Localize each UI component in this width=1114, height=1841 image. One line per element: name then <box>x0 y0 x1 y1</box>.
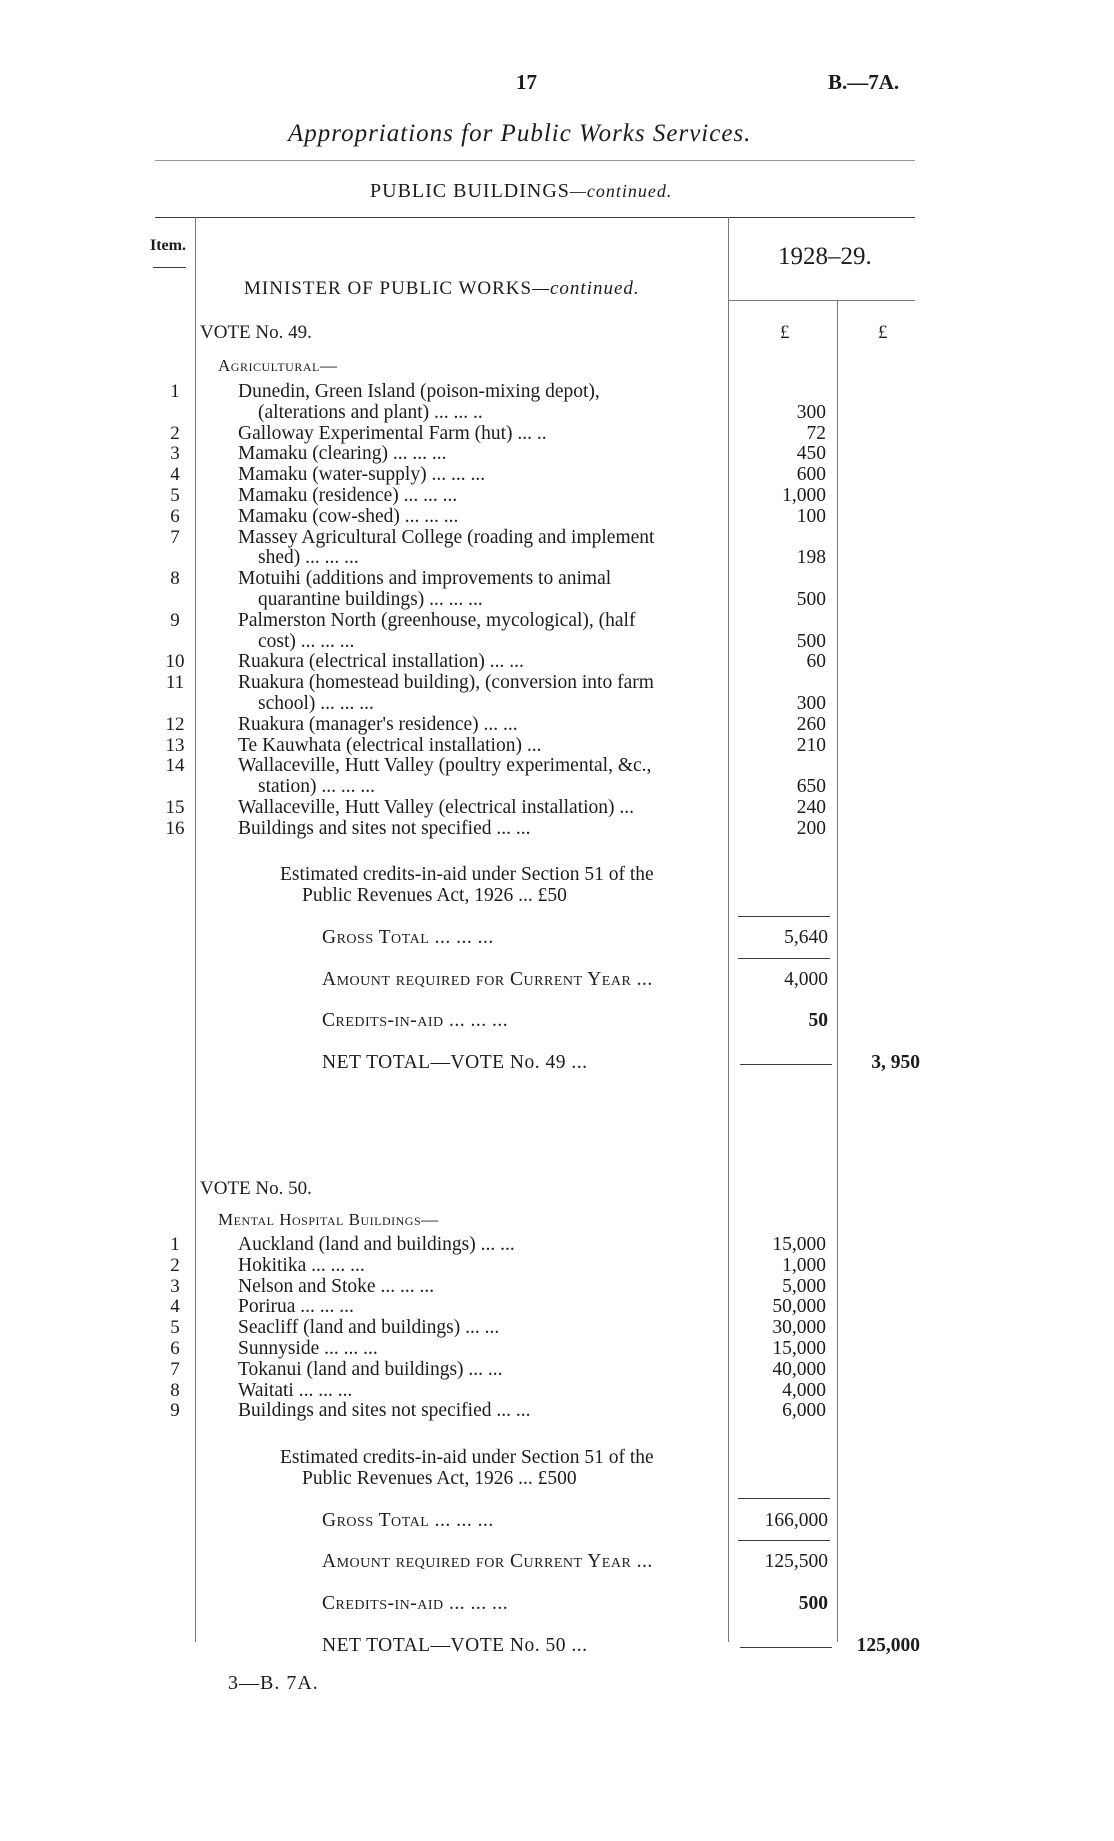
item-number: 2 <box>170 1254 180 1276</box>
item-amount: 15,000 <box>772 1338 826 1359</box>
table-top-rule <box>155 217 915 218</box>
minister-heading <box>244 278 640 300</box>
vote-50-net-rule <box>740 1647 832 1648</box>
item-number: 8 <box>170 568 180 590</box>
item-description: Ruakura (manager's residence) ... ... <box>238 713 518 735</box>
item-description: Mamaku (clearing) ... ... ... <box>238 443 447 465</box>
item-amount: 4,000 <box>782 1379 826 1401</box>
item-column-header: Item. <box>150 237 186 254</box>
item-amount: 300 <box>796 693 826 714</box>
vote-50-required-rule <box>738 1540 830 1541</box>
vote-49-net-total-label: NET TOTAL—VOTE No. 49 ... <box>322 1052 588 1073</box>
vote-50-heading: VOTE No. 50. <box>200 1178 312 1199</box>
item-amount: 198 <box>796 547 826 569</box>
section-title-suffix: —continued. <box>569 181 673 201</box>
year-column-header: 1928–29. <box>778 243 872 270</box>
amount-column-divider-left <box>728 217 729 1642</box>
item-description: Ruakura (homestead building), (conversion into farm <box>238 672 654 694</box>
year-header-rule <box>728 300 915 301</box>
item-number: 7 <box>170 526 180 548</box>
item-number: 10 <box>165 651 185 673</box>
item-description: (alterations and plant) ... ... .. <box>258 401 483 423</box>
item-description: station) ... ... ... <box>258 776 375 798</box>
item-amount: 450 <box>796 443 826 465</box>
item-amount: 30,000 <box>772 1317 826 1339</box>
item-number: 1 <box>170 381 180 402</box>
minister-heading-suffix: —continued. <box>532 278 640 299</box>
vote-50-credits-value: 500 <box>798 1593 828 1614</box>
vote-49-required-rule <box>738 958 830 959</box>
item-number: 7 <box>170 1358 180 1380</box>
vote-49-gross-rule <box>738 916 830 917</box>
item-number: 12 <box>165 713 185 735</box>
item-description: school) ... ... ... <box>258 693 374 714</box>
item-description: Ruakura (electrical installation) ... ... <box>238 651 524 673</box>
item-amount: 1,000 <box>782 1254 826 1276</box>
item-amount: 72 <box>806 422 826 444</box>
vote-49-credits-label: Credits-in-aid ... ... ... <box>322 1010 509 1031</box>
currency-symbol-total: £ <box>878 322 888 343</box>
item-number: 15 <box>165 797 185 818</box>
item-amount: 5,000 <box>782 1275 826 1297</box>
item-description: Buildings and sites not specified ... ... <box>238 817 531 839</box>
item-number: 1 <box>170 1234 180 1255</box>
item-description: cost) ... ... ... <box>258 630 355 652</box>
item-amount: 300 <box>796 401 826 423</box>
section-title <box>370 180 672 203</box>
item-description: Galloway Experimental Farm (hut) ... .. <box>238 422 547 444</box>
amount-column-divider-right <box>837 300 838 1642</box>
item-number: 5 <box>170 1317 180 1339</box>
vote-50-subheading: Mental Hospital Buildings— <box>218 1210 439 1229</box>
vote-50-gross-total-label: Gross Total ... ... ... <box>322 1510 494 1531</box>
item-amount: 240 <box>796 797 826 818</box>
item-amount: 40,000 <box>772 1358 826 1380</box>
item-amount: 260 <box>796 713 826 735</box>
item-description: Mamaku (water-supply) ... ... ... <box>238 464 486 486</box>
item-number: 4 <box>170 464 180 486</box>
page-number: 17 <box>516 70 537 94</box>
item-amount: 15,000 <box>772 1234 826 1255</box>
section-title-text: PUBLIC BUILDINGS <box>370 180 570 202</box>
currency-symbol-amount: £ <box>780 322 790 343</box>
item-description: shed) ... ... ... <box>258 547 359 569</box>
item-description: Nelson and Stoke ... ... ... <box>238 1275 435 1297</box>
item-number: 6 <box>170 505 180 527</box>
item-description: Tokanui (land and buildings) ... ... <box>238 1358 503 1380</box>
item-description: Porirua ... ... ... <box>238 1296 354 1318</box>
item-description: Waitati ... ... ... <box>238 1379 353 1401</box>
item-number: 3 <box>170 1275 180 1297</box>
vote-49-subheading: Agricultural— <box>218 356 338 375</box>
item-description: Sunnyside ... ... ... <box>238 1338 378 1359</box>
page-title: Appropriations for Public Works Services. <box>288 120 752 147</box>
item-amount: 6,000 <box>782 1400 826 1422</box>
title-rule <box>155 160 915 161</box>
item-amount: 200 <box>796 817 826 839</box>
item-number: 9 <box>170 609 180 631</box>
item-description: Hokitika ... ... ... <box>238 1254 365 1276</box>
vote-50-credits-note-line-2: Public Revenues Act, 1926 ... £500 <box>302 1468 577 1489</box>
vote-50-credits-note-line-1: Estimated credits-in-aid under Section 51 of the <box>280 1447 654 1468</box>
item-amount: 210 <box>796 734 826 756</box>
item-number: 2 <box>170 422 180 444</box>
vote-50-amount-required-label: Amount required for Current Year ... <box>322 1551 653 1572</box>
item-number: 13 <box>165 734 185 756</box>
item-amount: 50,000 <box>772 1296 826 1318</box>
vote-49-credits-note-line-2: Public Revenues Act, 1926 ... £50 <box>302 885 567 906</box>
item-description: Massey Agricultural College (roading and implement <box>238 526 655 548</box>
item-number: 16 <box>165 817 185 839</box>
item-description: Palmerston North (greenhouse, mycological), (half <box>238 609 636 631</box>
item-description: Seacliff (land and buildings) ... ... <box>238 1317 500 1339</box>
item-description: Wallaceville, Hutt Valley (electrical installation) ... <box>238 797 635 818</box>
item-description: Mamaku (cow-shed) ... ... ... <box>238 505 459 527</box>
vote-49-credits-note-line-1: Estimated credits-in-aid under Section 51 of the <box>280 864 654 885</box>
item-amount: 1,000 <box>782 485 826 506</box>
item-number: 9 <box>170 1400 180 1422</box>
item-description: Te Kauwhata (electrical installation) ... <box>238 734 542 756</box>
vote-50-credits-label: Credits-in-aid ... ... ... <box>322 1593 509 1614</box>
vote-50-gross-rule <box>738 1498 830 1499</box>
item-amount: 500 <box>796 589 826 610</box>
vote-50-amount-required-value: 125,500 <box>764 1551 828 1572</box>
item-number: 8 <box>170 1379 180 1401</box>
item-amount: 600 <box>796 464 826 486</box>
item-number: 3 <box>170 443 180 465</box>
item-number: 14 <box>165 755 185 777</box>
vote-49-gross-total-value: 5,640 <box>784 927 828 948</box>
item-amount: 650 <box>796 776 826 798</box>
item-description: Wallaceville, Hutt Valley (poultry experimental, &c., <box>238 755 652 777</box>
item-number: 6 <box>170 1338 180 1359</box>
item-amount: 60 <box>806 651 826 673</box>
vote-49-gross-total-label: Gross Total ... ... ... <box>322 927 494 948</box>
item-number: 5 <box>170 485 180 506</box>
item-number: 11 <box>165 672 185 694</box>
item-amount: 100 <box>796 505 826 527</box>
vote-49-net-rule <box>740 1064 832 1065</box>
vote-49-net-total-value: 3, 950 <box>871 1052 920 1073</box>
vote-49-amount-required-label: Amount required for Current Year ... <box>322 969 653 990</box>
footer-signature: 3—B. 7A. <box>228 1672 319 1694</box>
item-column-divider <box>195 217 196 1642</box>
item-description: Auckland (land and buildings) ... ... <box>238 1234 515 1255</box>
vote-49-heading: VOTE No. 49. <box>200 322 312 343</box>
item-number: 4 <box>170 1296 180 1318</box>
item-amount: 500 <box>796 630 826 652</box>
vote-50-gross-total-value: 166,000 <box>764 1510 828 1531</box>
item-description: Mamaku (residence) ... ... ... <box>238 485 458 506</box>
vote-49-amount-required-value: 4,000 <box>784 969 828 990</box>
item-description: Motuihi (additions and improvements to animal <box>238 568 612 590</box>
vote-50-net-total-value: 125,000 <box>856 1635 920 1656</box>
vote-50-net-total-label: NET TOTAL—VOTE No. 50 ... <box>322 1635 588 1656</box>
document-reference: B.—7A. <box>828 70 900 94</box>
item-description: Dunedin, Green Island (poison-mixing depot), <box>238 381 600 402</box>
minister-heading-text: MINISTER OF PUBLIC WORKS <box>244 278 533 299</box>
item-header-underline <box>153 267 186 268</box>
item-description: quarantine buildings) ... ... ... <box>258 589 483 610</box>
item-description: Buildings and sites not specified ... ... <box>238 1400 531 1422</box>
vote-49-credits-value: 50 <box>808 1010 828 1031</box>
